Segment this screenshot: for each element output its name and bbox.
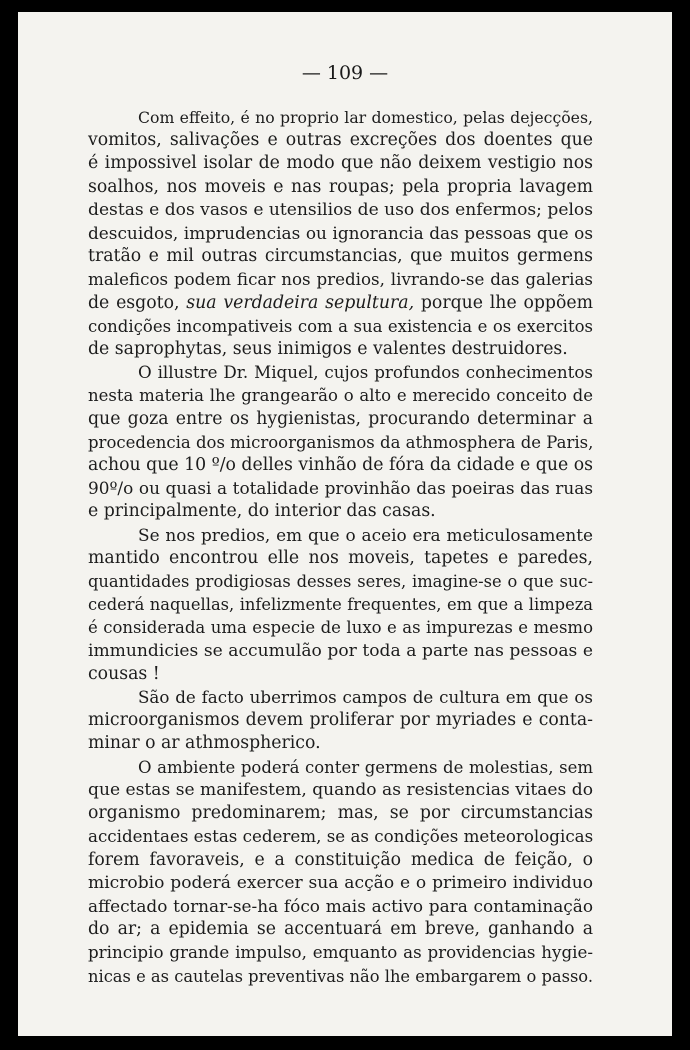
text-line: nicas e as cautelas preventivas não lhe embargarem o passo. xyxy=(88,966,593,986)
text-line: destas e dos vasos e utensilios de uso dos enfermos; pelos xyxy=(88,199,593,220)
text-span: porque lhe oppõem xyxy=(420,292,593,313)
paragraph-5 xyxy=(88,756,593,988)
paragraph-4 xyxy=(88,686,593,756)
text-line: soalhos, nos moveis e nas roupas; pela propria lavagem xyxy=(88,176,593,197)
text-line: quantidades prodigiosas desses seres, imagine-se o que suc- xyxy=(88,572,593,592)
page-number: — 109 — xyxy=(301,62,389,84)
body-text xyxy=(88,106,593,988)
text-line: é considerada uma especie de luxo e as impurezas e mesmo xyxy=(88,618,593,638)
text-line: forem favoraveis, e a constituição medica de feição, o xyxy=(88,849,593,870)
text-line: microbio poderá exercer sua acção e o primeiro individuo xyxy=(88,872,593,893)
text-line: maleficos podem ficar nos predios, livrando-se das galerias xyxy=(88,269,593,290)
text-line: São de facto uberrimos campos de cultura em que os xyxy=(138,687,593,708)
text-line: immundicies se accumulão por toda a parte nas pessoas e xyxy=(88,640,593,661)
italic-phrase: sua verdadeira sepultura, xyxy=(186,292,415,313)
text-line: vomitos, salivações e outras excreções dos doentes que xyxy=(88,130,593,151)
text-line: Se nos predios, em que o aceio era meticulosamente xyxy=(138,524,593,545)
text-line: 90º/o ou quasi a totalidade provinhão das poeiras das ruas xyxy=(88,478,593,499)
paragraph-2 xyxy=(88,361,593,523)
text-line: condições incompativeis com a sua existencia e os exercitos xyxy=(88,316,593,336)
text-line: do ar; a epidemia se accentuará em breve, ganhando a xyxy=(88,919,593,940)
text-line: de saprophytas, seus inimigos e valentes destruidores. xyxy=(88,339,568,360)
text-line: e principalmente, do interior das casas. xyxy=(88,501,436,522)
paragraph-1 xyxy=(88,106,593,361)
text-line: affectado tornar-se-ha fóco mais activo para contaminação xyxy=(88,895,593,916)
text-line: tratão e mil outras circumstancias, que muitos germens xyxy=(88,246,593,267)
book-page xyxy=(18,12,672,1036)
text-line: minar o ar athmospherico. xyxy=(88,733,321,754)
text-line: O ambiente poderá conter germens de molestias, sem xyxy=(138,757,593,777)
text-line: principio grande impulso, emquanto as providencias hygie- xyxy=(88,942,593,963)
text-line: organismo predominarem; mas, se por circumstancias xyxy=(88,803,593,824)
text-line: microorganismos devem proliferar por myriades e conta- xyxy=(88,710,593,731)
text-line: descuidos, imprudencias ou ignorancia das pessoas que os xyxy=(88,223,593,244)
text-line: O illustre Dr. Miquel, cujos profundos conhecimentos xyxy=(138,362,593,383)
text-line: nesta materia lhe grangearão o alto e merecido conceito de xyxy=(88,386,593,406)
text-line: achou que 10 º/o delles vinhão de fóra da cidade e que os xyxy=(88,455,593,476)
text-line: mantido encontrou elle nos moveis, tapetes e paredes, xyxy=(88,547,593,568)
text-line: cederá naquellas, infelizmente frequentes, em que a limpeza xyxy=(88,595,593,615)
paragraph-3 xyxy=(88,524,593,686)
text-line: que estas se manifestem, quando as resistencias vitaes do xyxy=(88,779,593,800)
text-line: é impossivel isolar de modo que não deixem vestigio nos xyxy=(88,153,593,174)
text-line-with-italic xyxy=(88,292,593,315)
text-line: que goza entre os hygienistas, procurando determinar a xyxy=(88,408,593,429)
text-span: de esgoto, xyxy=(88,292,180,313)
text-line: Com effeito, é no proprio lar domestico, pelas dejecções, xyxy=(138,108,593,127)
text-line: procedencia dos microorganismos da athmosphera de Paris, xyxy=(88,432,594,452)
text-line: accidentaes estas cederem, se as condições meteorologicas xyxy=(88,826,594,847)
text-line: cousas ! xyxy=(88,663,160,684)
